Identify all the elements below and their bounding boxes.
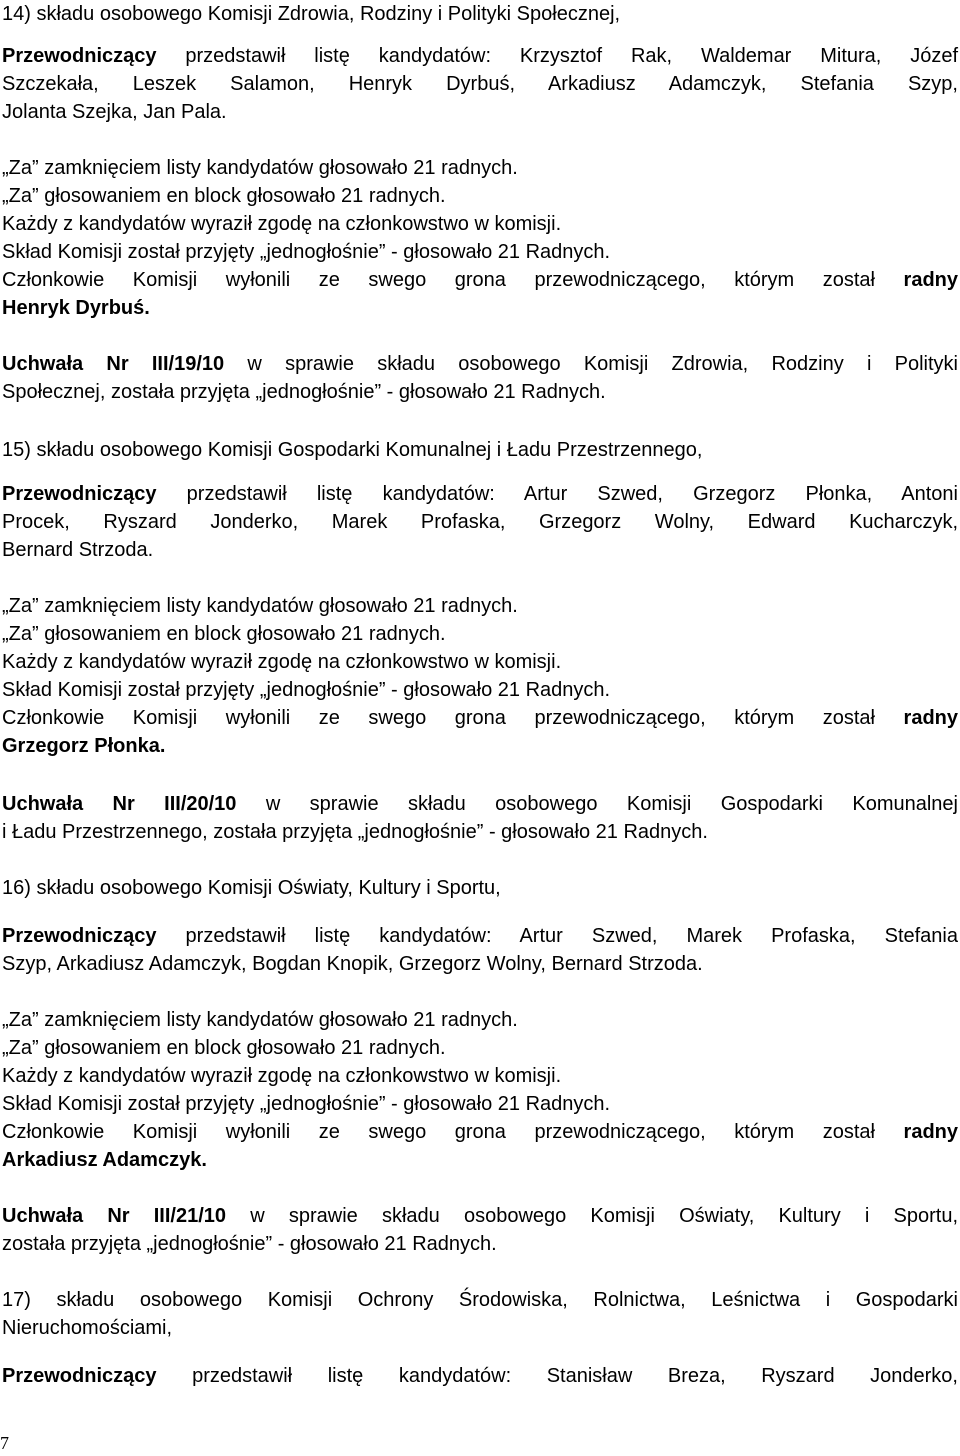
- presenter-label: Przewodniczący: [2, 483, 157, 505]
- section-16-vote-en-block: „Za” głosowaniem en block głosowało 21 radnych.: [2, 1037, 446, 1059]
- section-15-chair-name: Grzegorz Płonka.: [2, 735, 166, 757]
- section-15-vote-consent: Każdy z kandydatów wyraził zgodę na członkowstwo w komisji.: [2, 651, 562, 673]
- section-16-vote-accepted: Skład Komisji został przyjęty „jednogłośnie” - głosowało 21 Radnych.: [2, 1093, 611, 1115]
- section-15-vote-accepted: Skład Komisji został przyjęty „jednogłośnie” - głosowało 21 Radnych.: [2, 679, 611, 701]
- section-16-vote-close-list: „Za” zamknięciem listy kandydatów głosowało 21 radnych.: [2, 1009, 518, 1031]
- section-17-heading-line-1: 17) składu osobowego Komisji Ochrony Środowiska, Rolnictwa, Leśnictwa i Gospodarki: [2, 1289, 958, 1311]
- section-15-candidates-line-1: Przewodniczący przedstawił listę kandydatów: Artur Szwed, Grzegorz Płonka, Antoni: [2, 483, 958, 505]
- section-16-vote-consent: Każdy z kandydatów wyraził zgodę na członkowstwo w komisji.: [2, 1065, 562, 1087]
- section-14-resolution-line-2: Społecznej, została przyjęta „jednogłośnie” - głosowało 21 Radnych.: [2, 381, 606, 403]
- section-14-vote-accepted: Skład Komisji został przyjęty „jednogłośnie” - głosowało 21 Radnych.: [2, 241, 611, 263]
- presenter-label: Przewodniczący: [2, 45, 157, 67]
- resolution-label: Uchwała Nr III/20/10: [2, 793, 237, 815]
- section-15-candidates-line-3: Bernard Strzoda.: [2, 539, 154, 561]
- section-16-candidates-line-1: Przewodniczący przedstawił listę kandydatów: Artur Szwed, Marek Profaska, Stefania: [2, 925, 958, 947]
- section-15-heading: 15) składu osobowego Komisji Gospodarki Komunalnej i Ładu Przestrzennego,: [2, 439, 703, 461]
- section-14-vote-close-list: „Za” zamknięciem listy kandydatów głosowało 21 radnych.: [2, 157, 518, 179]
- section-15-resolution-line-1: Uchwała Nr III/20/10 w sprawie składu osobowego Komisji Gospodarki Komunalnej: [2, 793, 958, 815]
- page-number: 7: [0, 1433, 9, 1453]
- section-14-candidates-line-3: Jolanta Szejka, Jan Pala.: [2, 101, 227, 123]
- section-14-vote-consent: Każdy z kandydatów wyraził zgodę na członkowstwo w komisji.: [2, 213, 562, 235]
- section-15-candidates-line-2: Procek, Ryszard Jonderko, Marek Profaska, Grzegorz Wolny, Edward Kucharczyk,: [2, 511, 958, 533]
- section-15-vote-close-list: „Za” zamknięciem listy kandydatów głosowało 21 radnych.: [2, 595, 518, 617]
- section-15-resolution-line-2: i Ładu Przestrzennego, została przyjęta „jednogłośnie” - głosowało 21 Radnych.: [2, 821, 708, 843]
- resolution-label: Uchwała Nr III/21/10: [2, 1205, 227, 1227]
- presenter-label: Przewodniczący: [2, 1365, 157, 1387]
- section-14-candidates-line-1: Przewodniczący przedstawił listę kandydatów: Krzysztof Rak, Waldemar Mitura, Józef: [2, 45, 958, 67]
- resolution-label: Uchwała Nr III/19/10: [2, 353, 225, 375]
- section-14-heading: 14) składu osobowego Komisji Zdrowia, Rodziny i Polityki Społecznej,: [2, 3, 621, 25]
- presenter-label: Przewodniczący: [2, 925, 157, 947]
- section-17-candidates-line-1: Przewodniczący przedstawił listę kandydatów: Stanisław Breza, Ryszard Jonderko,: [2, 1365, 958, 1387]
- section-15-chair-line: Członkowie Komisji wyłonili ze swego grona przewodniczącego, którym został radny: [2, 707, 959, 729]
- section-16-chair-line: Członkowie Komisji wyłonili ze swego grona przewodniczącego, którym został radny: [2, 1121, 959, 1143]
- section-16-candidates-line-2: Szyp, Arkadiusz Adamczyk, Bogdan Knopik, Grzegorz Wolny, Bernard Strzoda.: [2, 953, 703, 975]
- section-15-vote-en-block: „Za” głosowaniem en block głosowało 21 radnych.: [2, 623, 446, 645]
- section-14-chair-line: Członkowie Komisji wyłonili ze swego grona przewodniczącego, którym został radny: [2, 269, 959, 291]
- section-16-resolution-line-1: Uchwała Nr III/21/10 w sprawie składu osobowego Komisji Oświaty, Kultury i Sportu,: [2, 1205, 959, 1227]
- section-16-heading: 16) składu osobowego Komisji Oświaty, Kultury i Sportu,: [2, 877, 501, 899]
- section-14-candidates-line-2: Szczekała, Leszek Salamon, Henryk Dyrbuś, Arkadiusz Adamczyk, Stefania Szyp,: [2, 73, 958, 95]
- section-14-chair-name: Henryk Dyrbuś.: [2, 297, 150, 319]
- section-16-chair-name: Arkadiusz Adamczyk.: [2, 1149, 207, 1171]
- section-17-heading-line-2: Nieruchomościami,: [2, 1317, 173, 1339]
- section-14-resolution-line-1: Uchwała Nr III/19/10 w sprawie składu osobowego Komisji Zdrowia, Rodziny i Polityki: [2, 353, 958, 375]
- section-14-vote-en-block: „Za” głosowaniem en block głosowało 21 radnych.: [2, 185, 446, 207]
- section-16-resolution-line-2: została przyjęta „jednogłośnie” - głosowało 21 Radnych.: [2, 1233, 497, 1255]
